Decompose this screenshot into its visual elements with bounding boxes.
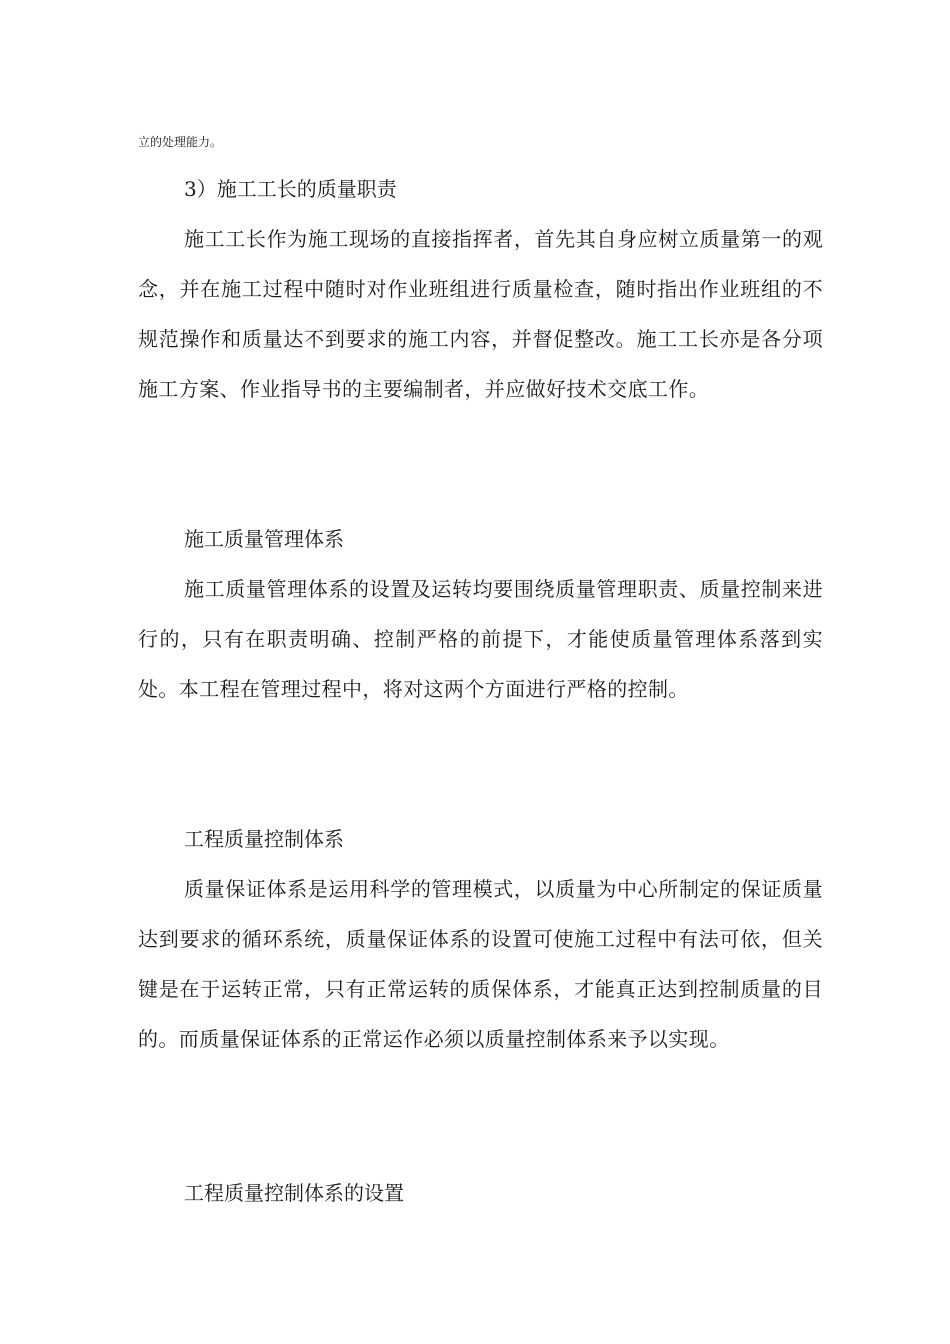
paragraph-foreman-duties: 施工工长作为施工现场的直接指挥者，首先其自身应树立质量第一的观念，并在施工过程中随时对作业班组进行质量检查，随时指出作业班组的不规范操作和质量达不到要求的施工内容，并督促整改。施工工长亦是各分项施工方案、作业指导书的主要编制者，并应做好技术交底工作。 bbox=[138, 227, 823, 401]
continuation-text: 立的处理能力。 bbox=[138, 135, 223, 149]
paragraph-quality-control-system: 质量保证体系是运用科学的管理模式，以质量为中心所制定的保证质量达到要求的循环系统，质量保证体系的设置可使施工过程中有法可依，但关键是在于运转正常，只有正常运转的质保体系，才能真正达到控制质量的目的。而质量保证体系的正常运作必须以质量控制体系来予以实现。 bbox=[138, 877, 823, 1051]
section-heading-foreman-duties: 3）施工工长的质量职责 bbox=[184, 177, 397, 201]
section-heading-control-system-setup: 工程质量控制体系的设置 bbox=[184, 1181, 404, 1205]
paragraph-quality-management-system: 施工质量管理体系的设置及运转均要围绕质量管理职责、质量控制来进行的，只有在职责明确、控制严格的前提下，才能使质量管理体系落到实处。本工程在管理过程中，将对这两个方面进行严格的控制。 bbox=[138, 577, 823, 701]
section-heading-quality-control-system: 工程质量控制体系 bbox=[184, 827, 344, 851]
section-heading-quality-management-system: 施工质量管理体系 bbox=[184, 527, 344, 551]
